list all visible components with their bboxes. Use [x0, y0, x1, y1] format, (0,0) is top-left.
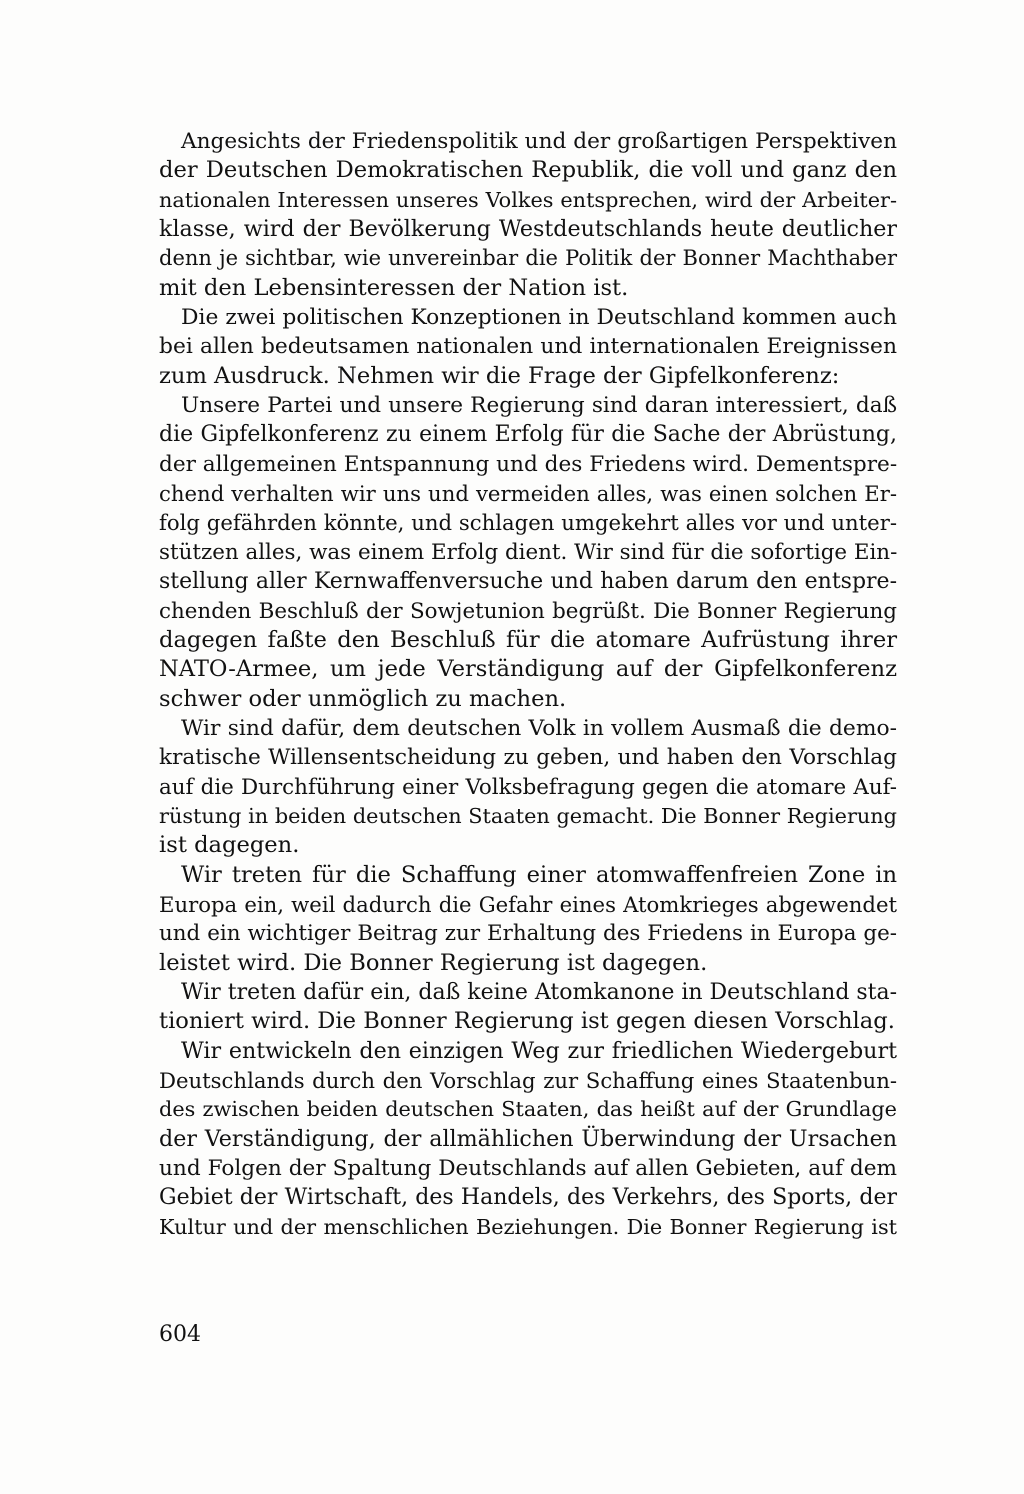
text-line: Gebiet der Wirtschaft, des Handels, des Verkehrs, des Sports, der — [159, 1185, 897, 1211]
text-line: der allgemeinen Entspannung und des Friedens wird. Dementspre- — [159, 451, 898, 477]
text-line: folg gefährden könnte, und schlagen umgekehrt alles vor und unter- — [159, 510, 897, 536]
text-line: nationalen Interessen unseres Volkes entsprechen, wird der Arbeiter- — [159, 187, 897, 212]
text-line: Wir entwickeln den einzigen Weg zur friedlichen Wiedergeburt — [181, 1037, 897, 1064]
body-text — [159, 127, 897, 1242]
text-line: der Deutschen Demokratischen Republik, die voll und ganz den — [159, 157, 897, 184]
text-line: Deutschlands durch den Vorschlag zur Schaffung eines Staatenbun- — [159, 1068, 897, 1093]
text-line: NATO-Armee, um jede Verständigung auf der Gipfelkonferenz — [159, 656, 897, 683]
text-line: denn je sichtbar, wie unvereinbar die Politik der Bonner Machthaber — [159, 246, 897, 271]
page-number: 604 — [159, 1322, 201, 1347]
text-line: kratische Willensentscheidung zu geben, und haben den Vorschlag — [159, 745, 897, 771]
text-line: bei allen bedeutsamen nationalen und internationalen Ereignissen — [159, 334, 897, 360]
text-line: des zwischen beiden deutschen Staaten, das heißt auf der Grundlage — [159, 1097, 897, 1122]
text-line: rüstung in beiden deutschen Staaten gemacht. Die Bonner Regierung — [159, 803, 897, 828]
text-line: Wir sind dafür, dem deutschen Volk in vollem Ausmaß die demo- — [181, 715, 897, 741]
text-line: Wir treten für die Schaffung einer atomwaffenfreien Zone in — [181, 861, 897, 888]
text-line: auf die Durchführung einer Volksbefragung gegen die atomare Auf- — [159, 774, 897, 800]
text-line: tioniert wird. Die Bonner Regierung ist gegen diesen Vorschlag. — [159, 1008, 895, 1035]
text-line: Kultur und der menschlichen Beziehungen. Die Bonner Regierung ist — [159, 1214, 897, 1239]
text-line: die Gipfelkonferenz zu einem Erfolg für die Sache der Abrüstung, — [159, 422, 897, 448]
text-line: stellung aller Kernwaffenversuche und haben darum den entspre- — [159, 569, 897, 595]
text-line: klasse, wird der Bevölkerung Westdeutschlands heute deutlicher — [159, 216, 897, 243]
text-line: ist dagegen. — [159, 832, 300, 859]
text-line: dagegen faßte den Beschluß für die atomare Aufrüstung ihrer — [159, 626, 897, 653]
text-line: stützen alles, was einem Erfolg dient. Wir sind für die sofortige Ein- — [159, 539, 898, 565]
text-line: schwer oder unmöglich zu machen. — [159, 685, 567, 712]
text-line: Die zwei politischen Konzeptionen in Deutschland kommen auch — [181, 305, 897, 331]
text-line: und Folgen der Spaltung Deutschlands auf allen Gebieten, auf dem — [159, 1156, 897, 1182]
text-line: zum Ausdruck. Nehmen wir die Frage der Gipfelkonferenz: — [159, 362, 840, 389]
text-line: chend verhalten wir uns und vermeiden alles, was einen solchen Er- — [159, 481, 897, 507]
text-line: leistet wird. Die Bonner Regierung ist dagegen. — [159, 949, 708, 976]
text-line: Unsere Partei und unsere Regierung sind daran interessiert, daß — [181, 393, 897, 419]
text-line: und ein wichtiger Beitrag zur Erhaltung des Friedens in Europa ge- — [159, 921, 897, 947]
text-line: der Verständigung, der allmählichen Überwindung der Ursachen — [159, 1125, 897, 1152]
text-line: Europa ein, weil dadurch die Gefahr eines Atomkrieges abgewendet — [159, 891, 897, 917]
text-line: Wir treten dafür ein, daß keine Atomkanone in Deutschland sta- — [181, 979, 898, 1005]
text-line: chenden Beschluß der Sowjetunion begrüßt. Die Bonner Regierung — [159, 598, 897, 624]
text-line: mit den Lebensinteressen der Nation ist. — [159, 274, 629, 301]
text-line: Angesichts der Friedenspolitik und der großartigen Perspektiven — [181, 129, 897, 154]
